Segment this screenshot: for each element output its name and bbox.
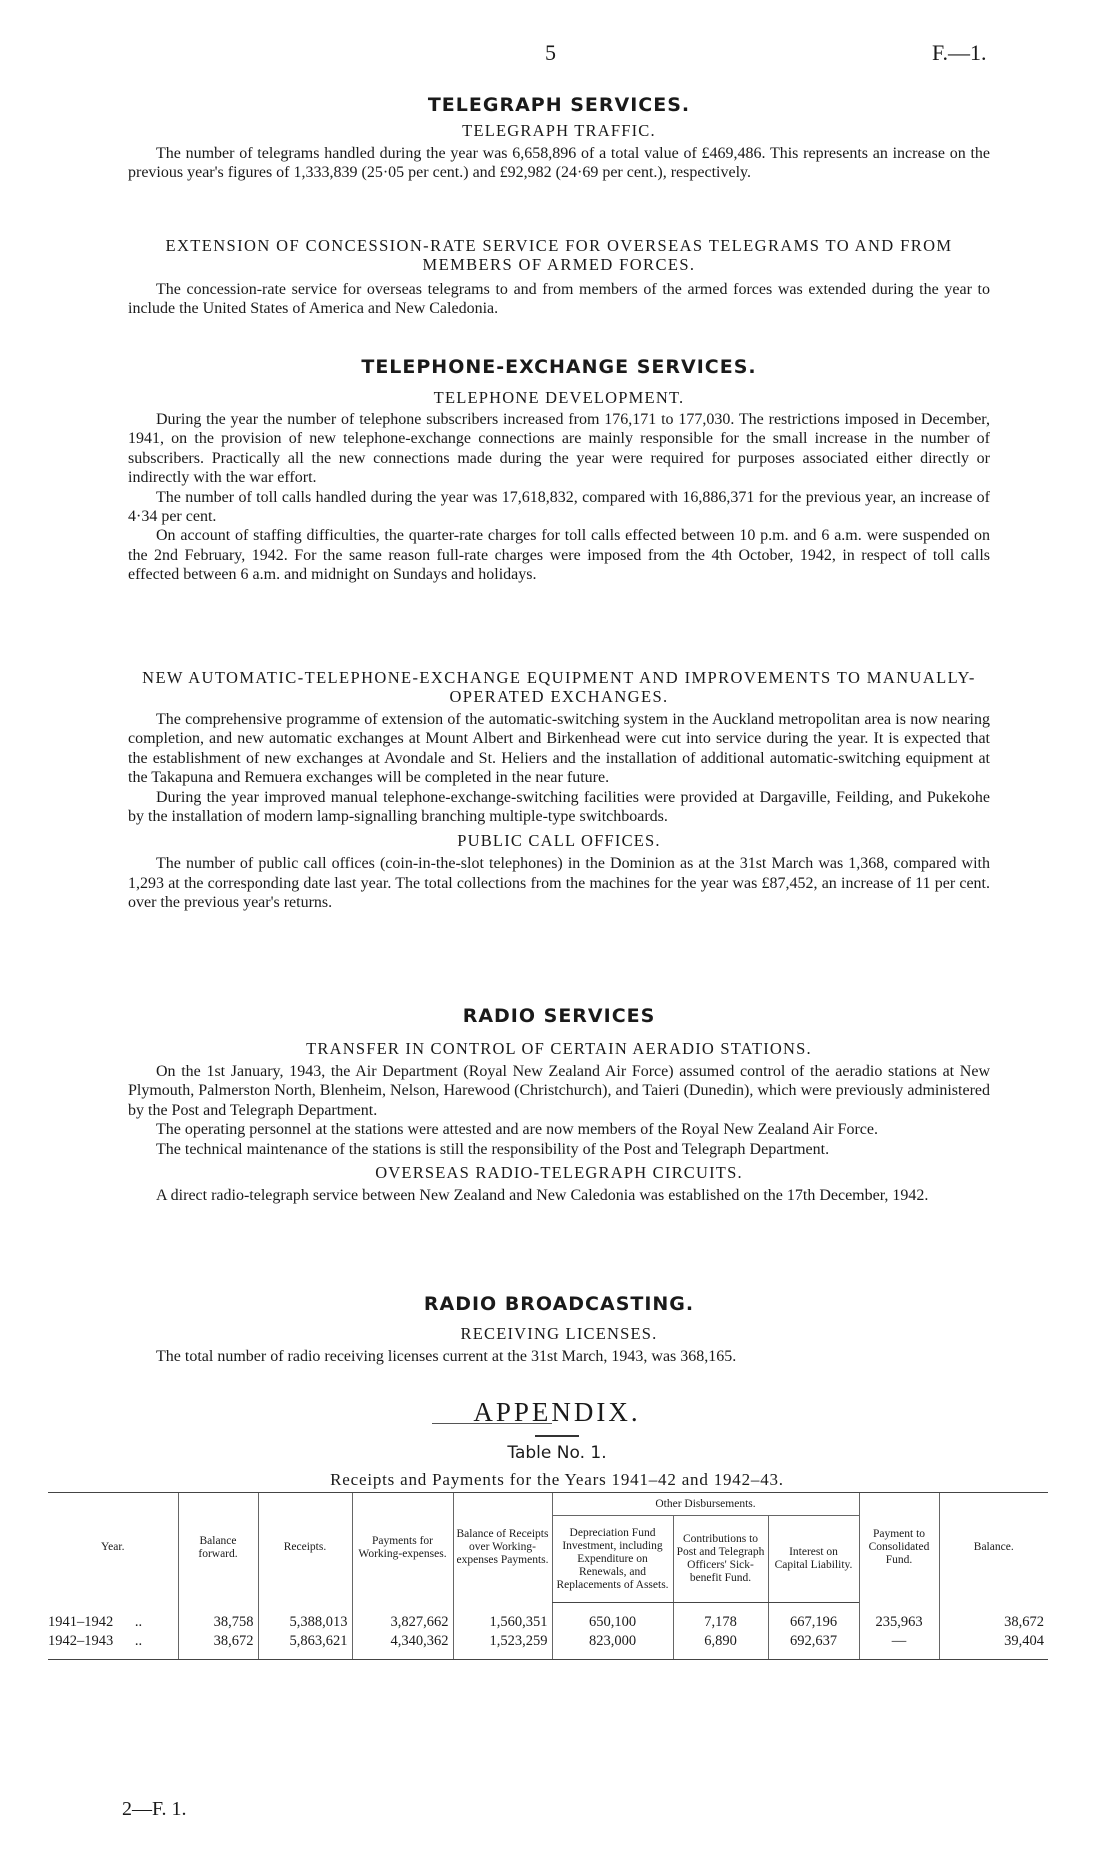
receiving-licenses-heading: RECEIVING LICENSES. — [460, 1324, 658, 1343]
cell-balance: 39,404 — [939, 1632, 1048, 1651]
cell-year — [48, 1632, 178, 1651]
year-label: 1941–1942 — [48, 1614, 114, 1630]
page-number: 5 — [545, 40, 556, 65]
cell-payment-consolidated: 235,963 — [859, 1613, 939, 1632]
concession-text: The concession-rate service for overseas telegrams to and from members of the armed forces was extended during the year to include the United States of America and New Caledonia. — [128, 281, 990, 318]
telephone-development-paragraph-1: During the year the number of telephone subscribers increased from 176,171 to 177,030. The restrictions imposed in December, 1941, on the provision of new telephone-exchange connections are mainly responsible for the small increase in the number of subscribers. Practically all the new connections made during the year were required for purposes associated either directly or indirectly with the war effort. — [128, 411, 990, 487]
aeradio-transfer-paragraph-2: The operating personnel at the stations were attested and are now members of the Royal New Zealand Air Force. — [156, 1121, 878, 1139]
broadcasting-section — [128, 1293, 990, 1366]
col-header-receipts: Receipts. — [258, 1493, 352, 1603]
cell-payments-working: 4,340,362 — [352, 1632, 453, 1651]
col-header-balance-receipts: Balance of Receipts over Working-expenses Payments. — [453, 1493, 552, 1603]
telephone-development-paragraph-3: On account of staffing difficulties, the quarter-rate charges for toll calls effected between 10 p.m. and 6 a.m. were suspended on the 2nd February, 1942. For the same reason full-rate charges were imposed from the 4th October, 1942, in respect of toll calls effected between 6 a.m. and midnight on Sundays and holidays. — [128, 527, 990, 584]
appendix-title: APPENDIX. — [473, 1397, 641, 1427]
telegraph-services-title: TELEGRAPH SERVICES. — [427, 94, 691, 116]
col-header-year: Year. — [48, 1493, 178, 1603]
aeradio-transfer-heading: TRANSFER IN CONTROL OF CERTAIN AERADIO STATIONS. — [306, 1039, 812, 1058]
public-call-offices-heading: PUBLIC CALL OFFICES. — [457, 831, 661, 851]
cell-contributions: 7,178 — [673, 1613, 768, 1632]
cell-interest: 667,196 — [768, 1613, 859, 1632]
leader-dots: .. — [134, 1614, 143, 1630]
cell-depreciation: 823,000 — [552, 1632, 673, 1651]
public-call-offices-text: The number of public call offices (coin-in-the-slot telephones) in the Dominion as at the 31st March was 1,368, compared with 1,293 at the corresponding date last year. The total collections from the machines for the year was £87,452, an increase of 11 per cent. over the previous year's returns. — [128, 855, 990, 912]
table-row — [48, 1632, 1048, 1651]
overseas-radio-heading: OVERSEAS RADIO-TELEGRAPH CIRCUITS. — [375, 1163, 743, 1183]
aeradio-transfer-paragraph-1: On the 1st January, 1943, the Air Department (Royal New Zealand Air Force) assumed control of the aeradio stations at New Plymouth, Palmerston North, Blenheim, Nelson, Harewood (Christchurch), and Taieri (Dunedin), which were previously administered by the Post and Telegraph Department. — [128, 1063, 990, 1119]
aeradio-transfer-paragraph-3: The technical maintenance of the stations is still the responsibility of the Post and Telegraph Department. — [156, 1140, 830, 1158]
automatic-exchange-paragraph-1: The comprehensive programme of extension of the automatic-switching system in the Auckland metropolitan area is now nearing completion, and new automatic exchanges at Mount Albert and Birkenhead were cut into service during the year. It is expected that the establishment of new exchanges at Avondale and St. Heliers and the installation of additional automatic-switching equipment at the Takapuna and Remuera exchanges will be completed in the near future. — [128, 711, 990, 787]
appendix-underline — [535, 1435, 579, 1437]
radio-section — [128, 1005, 990, 1205]
automatic-exchange-section — [128, 668, 990, 913]
col-group-other-disbursements: Other Disbursements. — [552, 1493, 859, 1516]
cell-contributions: 6,890 — [673, 1632, 768, 1651]
cell-year — [48, 1613, 178, 1632]
concession-heading: EXTENSION OF CONCESSION-RATE SERVICE FOR OVERSEAS TELEGRAMS TO AND FROM MEMBERS OF ARMED FORCES. — [165, 236, 953, 274]
col-header-balance-forward: Balance forward. — [178, 1493, 258, 1603]
telephone-development-heading: TELEPHONE DEVELOPMENT. — [433, 388, 685, 407]
telegraph-section — [128, 94, 990, 183]
automatic-exchange-paragraph-2: During the year improved manual telephone-exchange-switching facilities were provided at Dargaville, Feilding, and Pukekohe by the installation of modern lamp-signalling branching multiple-type switchboards. — [128, 788, 990, 826]
concession-section — [128, 236, 990, 319]
receiving-licenses-text: The total number of radio receiving licenses current at the 31st March, 1943, was 368,165. — [156, 1348, 737, 1365]
radio-broadcasting-title: RADIO BROADCASTING. — [423, 1293, 695, 1315]
telegraph-traffic-heading: TELEGRAPH TRAFFIC. — [462, 121, 656, 140]
cell-balance: 38,672 — [939, 1613, 1048, 1632]
cell-receipts: 5,863,621 — [258, 1632, 352, 1651]
telephone-development-paragraph-2: The number of toll calls handled during the year was 17,618,832, compared with 16,886,371 for the previous year, an increase of 4·34 per cent. — [128, 488, 990, 526]
cell-payment-consolidated: — — [859, 1632, 939, 1651]
col-header-interest: Interest on Capital Liability. — [768, 1516, 859, 1603]
cell-receipts: 5,388,013 — [258, 1613, 352, 1632]
year-label: 1942–1943 — [48, 1633, 114, 1649]
telephone-exchange-title: TELEPHONE-EXCHANGE SERVICES. — [361, 356, 757, 378]
document-code: F.—1. — [932, 40, 987, 65]
radio-services-title: RADIO SERVICES — [462, 1005, 656, 1027]
col-header-payments-working: Payments for Working-expenses. — [352, 1493, 453, 1603]
page-signature: 2—F. 1. — [122, 1798, 187, 1820]
receipts-payments-table — [48, 1492, 1048, 1660]
telephone-section — [128, 356, 990, 585]
table-number: Table No. 1. — [507, 1443, 607, 1463]
cell-interest: 692,637 — [768, 1632, 859, 1651]
col-header-depreciation: Depreciation Fund Investment, including Expenditure on Renewals, and Replacements of Assets. — [552, 1516, 673, 1603]
leader-dots: .. — [134, 1633, 143, 1649]
cell-depreciation: 650,100 — [552, 1613, 673, 1632]
col-header-payment-consolidated: Payment to Consolidated Fund. — [859, 1493, 939, 1603]
telegraph-traffic-text: The number of telegrams handled during the year was 6,658,896 of a total value of £469,486. This represents an increase on the previous year's figures of 1,333,839 (25·05 per cent.) and £92,982 (24·69 per cent.), respectively. — [128, 145, 990, 182]
table-row — [48, 1613, 1048, 1632]
overseas-radio-text: A direct radio-telegraph service between New Zealand and New Caledonia was established on the 17th December, 1942. — [156, 1187, 929, 1205]
col-header-balance: Balance. — [939, 1493, 1048, 1603]
automatic-exchange-heading: NEW AUTOMATIC-TELEPHONE-EXCHANGE EQUIPMENT AND IMPROVEMENTS TO MANUALLY-OPERATED EXCHANGES. — [142, 668, 976, 706]
cell-balance-forward: 38,758 — [178, 1613, 258, 1632]
cell-payments-working: 3,827,662 — [352, 1613, 453, 1632]
table-caption: Receipts and Payments for the Years 1941–42 and 1942–43. — [330, 1470, 784, 1489]
col-header-contributions: Contributions to Post and Telegraph Officers' Sick-benefit Fund. — [673, 1516, 768, 1603]
cell-balance-forward: 38,672 — [178, 1632, 258, 1651]
cell-balance-receipts: 1,523,259 — [453, 1632, 552, 1651]
cell-balance-receipts: 1,560,351 — [453, 1613, 552, 1632]
